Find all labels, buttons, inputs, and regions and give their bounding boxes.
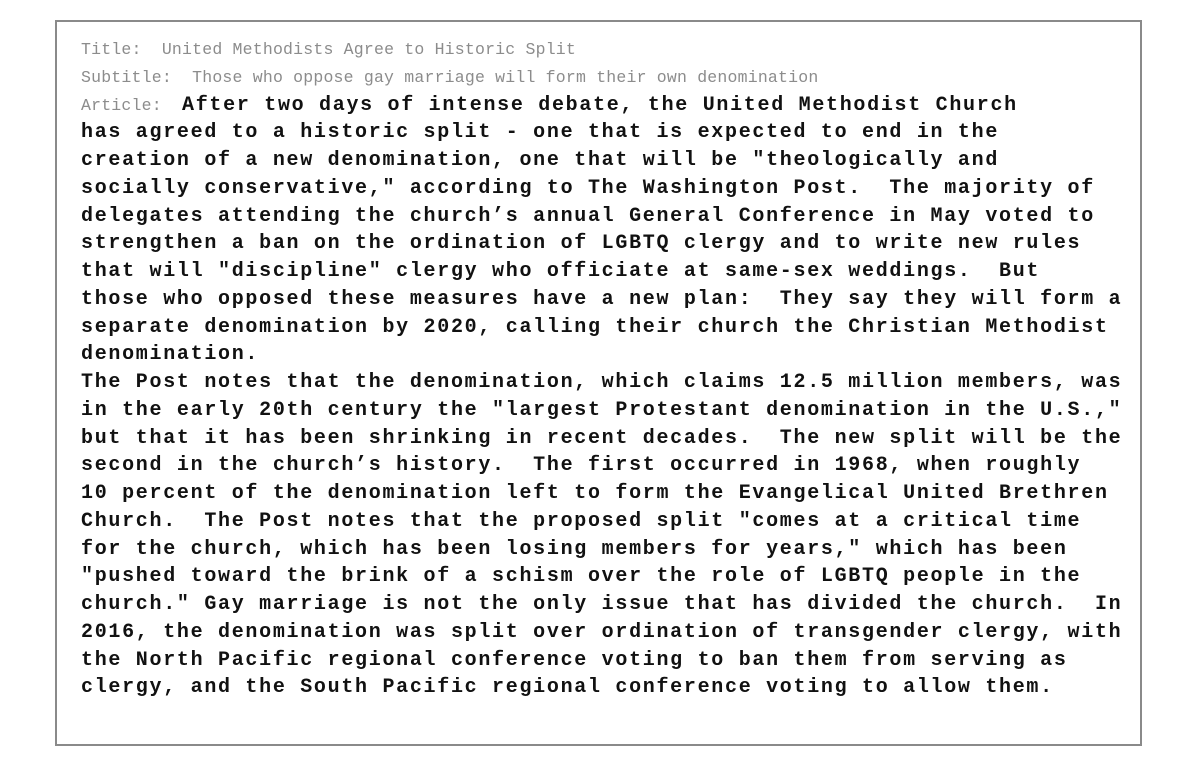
article-line [81,258,1122,286]
article-line [81,480,1122,508]
article-label: Article: [81,95,183,115]
article-text-line: "pushed toward the brink of a schism over the role of LGBTQ people in the [81,565,1082,589]
article-line [81,563,1122,591]
article-text-line: in the early 20th century the "largest Protestant denomination in the U.S.," [81,398,1123,422]
title-text: United Methodists Agree to Historic Split [161,40,576,59]
article-line [81,397,1122,425]
article-line [81,425,1122,453]
article-line [81,119,1122,147]
title-label: Title: [81,40,162,59]
article-text-line: creation of a new denomination, one that will be "theologically and [81,149,1000,172]
article-line [81,674,1122,702]
article-line [81,286,1122,314]
article-text-line: that will "discipline" clergy who officiate at same-sex weddings. But [81,260,1041,283]
article-text-line: strengthen a ban on the ordination of LGBTQ clergy and to write new rules [81,232,1082,256]
article-text-line: second in the church’s history. The first occurred in 1968, when roughly [81,454,1082,478]
article-line [81,314,1122,342]
article-line [81,203,1122,231]
article-text-line: has agreed to a historic split - one that is expected to end in the [81,121,1000,145]
article-text-line: separate denomination by 2020, calling their church the Christian Methodist [81,315,1109,339]
article-text-line: church." Gay marriage is not the only issue that has divided the church. In [81,593,1123,616]
article-text-line: clergy, and the South Pacific regional conference voting to allow them. [81,676,1054,700]
subtitle-label: Subtitle: [81,67,193,87]
article-text-line: delegates attending the church’s annual General Conference in May voted to [81,204,1095,228]
article-line [81,452,1122,480]
article-text-line: 2016, the denomination was split over ordination of transgender clergy, with [81,620,1123,644]
article-text-line: denomination. [81,343,260,367]
article-text-line: The Post notes that the denomination, which claims 12.5 million members, was [81,371,1123,394]
article-text-line: 10 percent of the denomination left to form the Evangelical United Brethren [81,482,1109,505]
subtitle-text: Those who oppose gay marriage will form their own denomination [192,67,819,87]
article-line [81,147,1122,175]
article-text-line: but that it has been shrinking in recent decades. The new split will be the [81,426,1123,450]
article-line [81,591,1122,619]
article-text-line: the North Pacific regional conference voting to ban them from serving as [81,648,1068,672]
article-line [81,92,1122,120]
subtitle-line [81,64,1122,92]
article-text-line: socially conservative," according to The Washington Post. The majority of [81,176,1095,200]
article-line [81,230,1122,258]
article-content [81,36,1122,702]
article-line [81,508,1122,536]
article-text-line: After two days of intense debate, the United Methodist Church [182,93,1018,117]
article-line [81,369,1122,397]
article-body [81,119,1122,702]
document-frame [55,20,1142,746]
article-line [81,175,1122,203]
article-line [81,341,1122,369]
title-line [81,36,1122,64]
article-text-line: Church. The Post notes that the proposed split "comes at a critical time [81,509,1082,533]
article-line [81,647,1122,675]
article-text-line: those who opposed these measures have a new plan: They say they will form a [81,287,1123,311]
article-line [81,619,1122,647]
article-text-line: for the church, which has been losing members for years," which has been [81,537,1068,561]
article-line [81,536,1122,564]
